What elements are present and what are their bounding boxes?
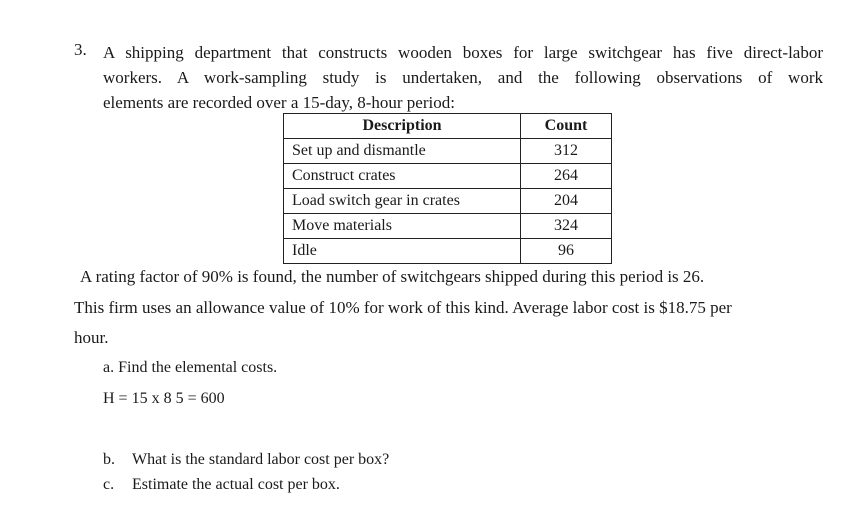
rating-factor-text: A rating factor of 90% is found, the number of switchgears shipped during this period is 26. — [80, 267, 705, 286]
row-description: Idle — [284, 239, 521, 264]
row-count: 264 — [521, 164, 612, 189]
question-text — [103, 40, 823, 115]
question-line-1: A shipping department that constructs wooden boxes for large switchgear has five direct-labor — [103, 43, 823, 62]
table-row — [284, 214, 612, 239]
row-count: 204 — [521, 189, 612, 214]
question-line-3: elements are recorded over a 15-day, 8-hour period: — [103, 93, 455, 112]
row-description: Construct crates — [284, 164, 521, 189]
row-count: 312 — [521, 139, 612, 164]
part-b-label: b. — [103, 451, 115, 468]
table-header-row — [284, 114, 612, 139]
allowance-text-continued: hour. — [74, 328, 109, 347]
part-a-work: H = 15 x 8 5 = 600 — [103, 390, 225, 407]
question-number: 3. — [74, 40, 87, 59]
observations-table — [283, 113, 612, 264]
header-count: Count — [521, 114, 612, 139]
table-row — [284, 239, 612, 264]
allowance-text: This firm uses an allowance value of 10% for work of this kind. Average labor cost is $18.75 per — [74, 298, 732, 317]
part-a: a. Find the elemental costs. — [103, 359, 278, 376]
row-description: Load switch gear in crates — [284, 189, 521, 214]
header-description: Description — [284, 114, 521, 139]
part-c: Estimate the actual cost per box. — [132, 476, 340, 493]
table-row — [284, 189, 612, 214]
row-count: 96 — [521, 239, 612, 264]
row-description: Move materials — [284, 214, 521, 239]
part-b: What is the standard labor cost per box? — [132, 451, 390, 468]
row-count: 324 — [521, 214, 612, 239]
table-row — [284, 164, 612, 189]
question-line-2: workers. A work-sampling study is undertaken, and the following observations of work — [103, 68, 823, 87]
row-description: Set up and dismantle — [284, 139, 521, 164]
part-c-label: c. — [103, 476, 115, 493]
table-row — [284, 139, 612, 164]
